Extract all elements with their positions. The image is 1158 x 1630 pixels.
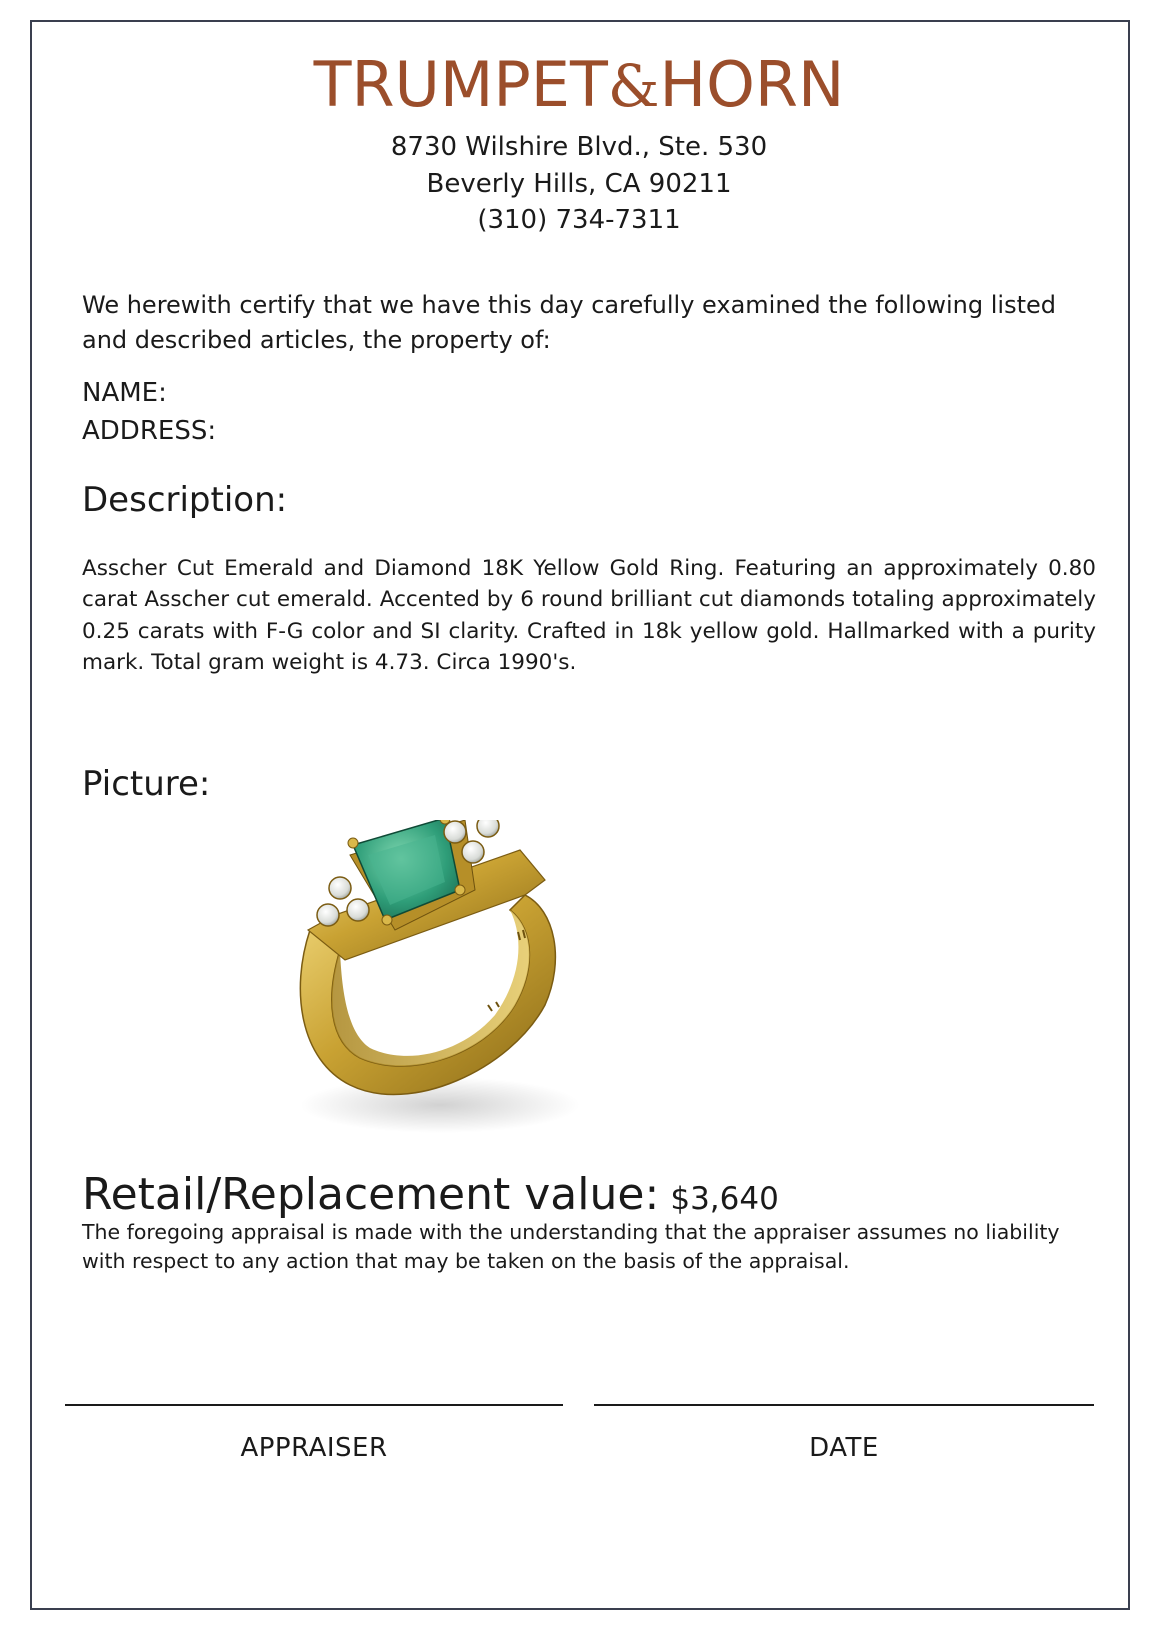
- address-line-1: 8730 Wilshire Blvd., Ste. 530: [390, 132, 768, 162]
- brand-logo: TRUMPET&HORN: [313, 48, 845, 121]
- date-label: DATE: [809, 1433, 879, 1463]
- appraiser-label: APPRAISER: [240, 1433, 388, 1463]
- phone-number: (310) 734-7311: [477, 205, 681, 235]
- description-text: Asscher Cut Emerald and Diamond 18K Yellow Gold Ring. Featuring an approximately 0.80 carat Asscher cut emerald. Accented by 6 round brilliant cut diamonds totaling approximately 0.25 carats with F-G color and SI clarity. Crafted in 18k yellow gold. Hallmarked with a purity mark. Total gram weight is 4.73. Circa 1990's.: [82, 556, 1096, 675]
- document-border: [30, 20, 1130, 1610]
- valuation-label: Retail/Replacement value:: [82, 1169, 660, 1220]
- ring-photo: [290, 820, 590, 1154]
- appraiser-signature-line: [65, 1404, 563, 1406]
- owner-address-label: ADDRESS:: [82, 416, 217, 446]
- date-signature-line: [594, 1404, 1094, 1406]
- owner-name-label: NAME:: [82, 378, 167, 408]
- address-line-2: Beverly Hills, CA 90211: [426, 169, 732, 199]
- disclaimer-text: The foregoing appraisal is made with the understanding that the appraiser assumes no liability with respect to any action that may be taken on the basis of the appraisal.: [82, 1220, 1060, 1273]
- description-heading: Description:: [82, 480, 288, 520]
- picture-heading: Picture:: [82, 764, 211, 804]
- certification-text: We herewith certify that we have this day carefully examined the following listed and described articles, the property of:: [82, 291, 1056, 354]
- valuation-row: [82, 1169, 779, 1225]
- valuation-amount: $3,640: [670, 1181, 779, 1217]
